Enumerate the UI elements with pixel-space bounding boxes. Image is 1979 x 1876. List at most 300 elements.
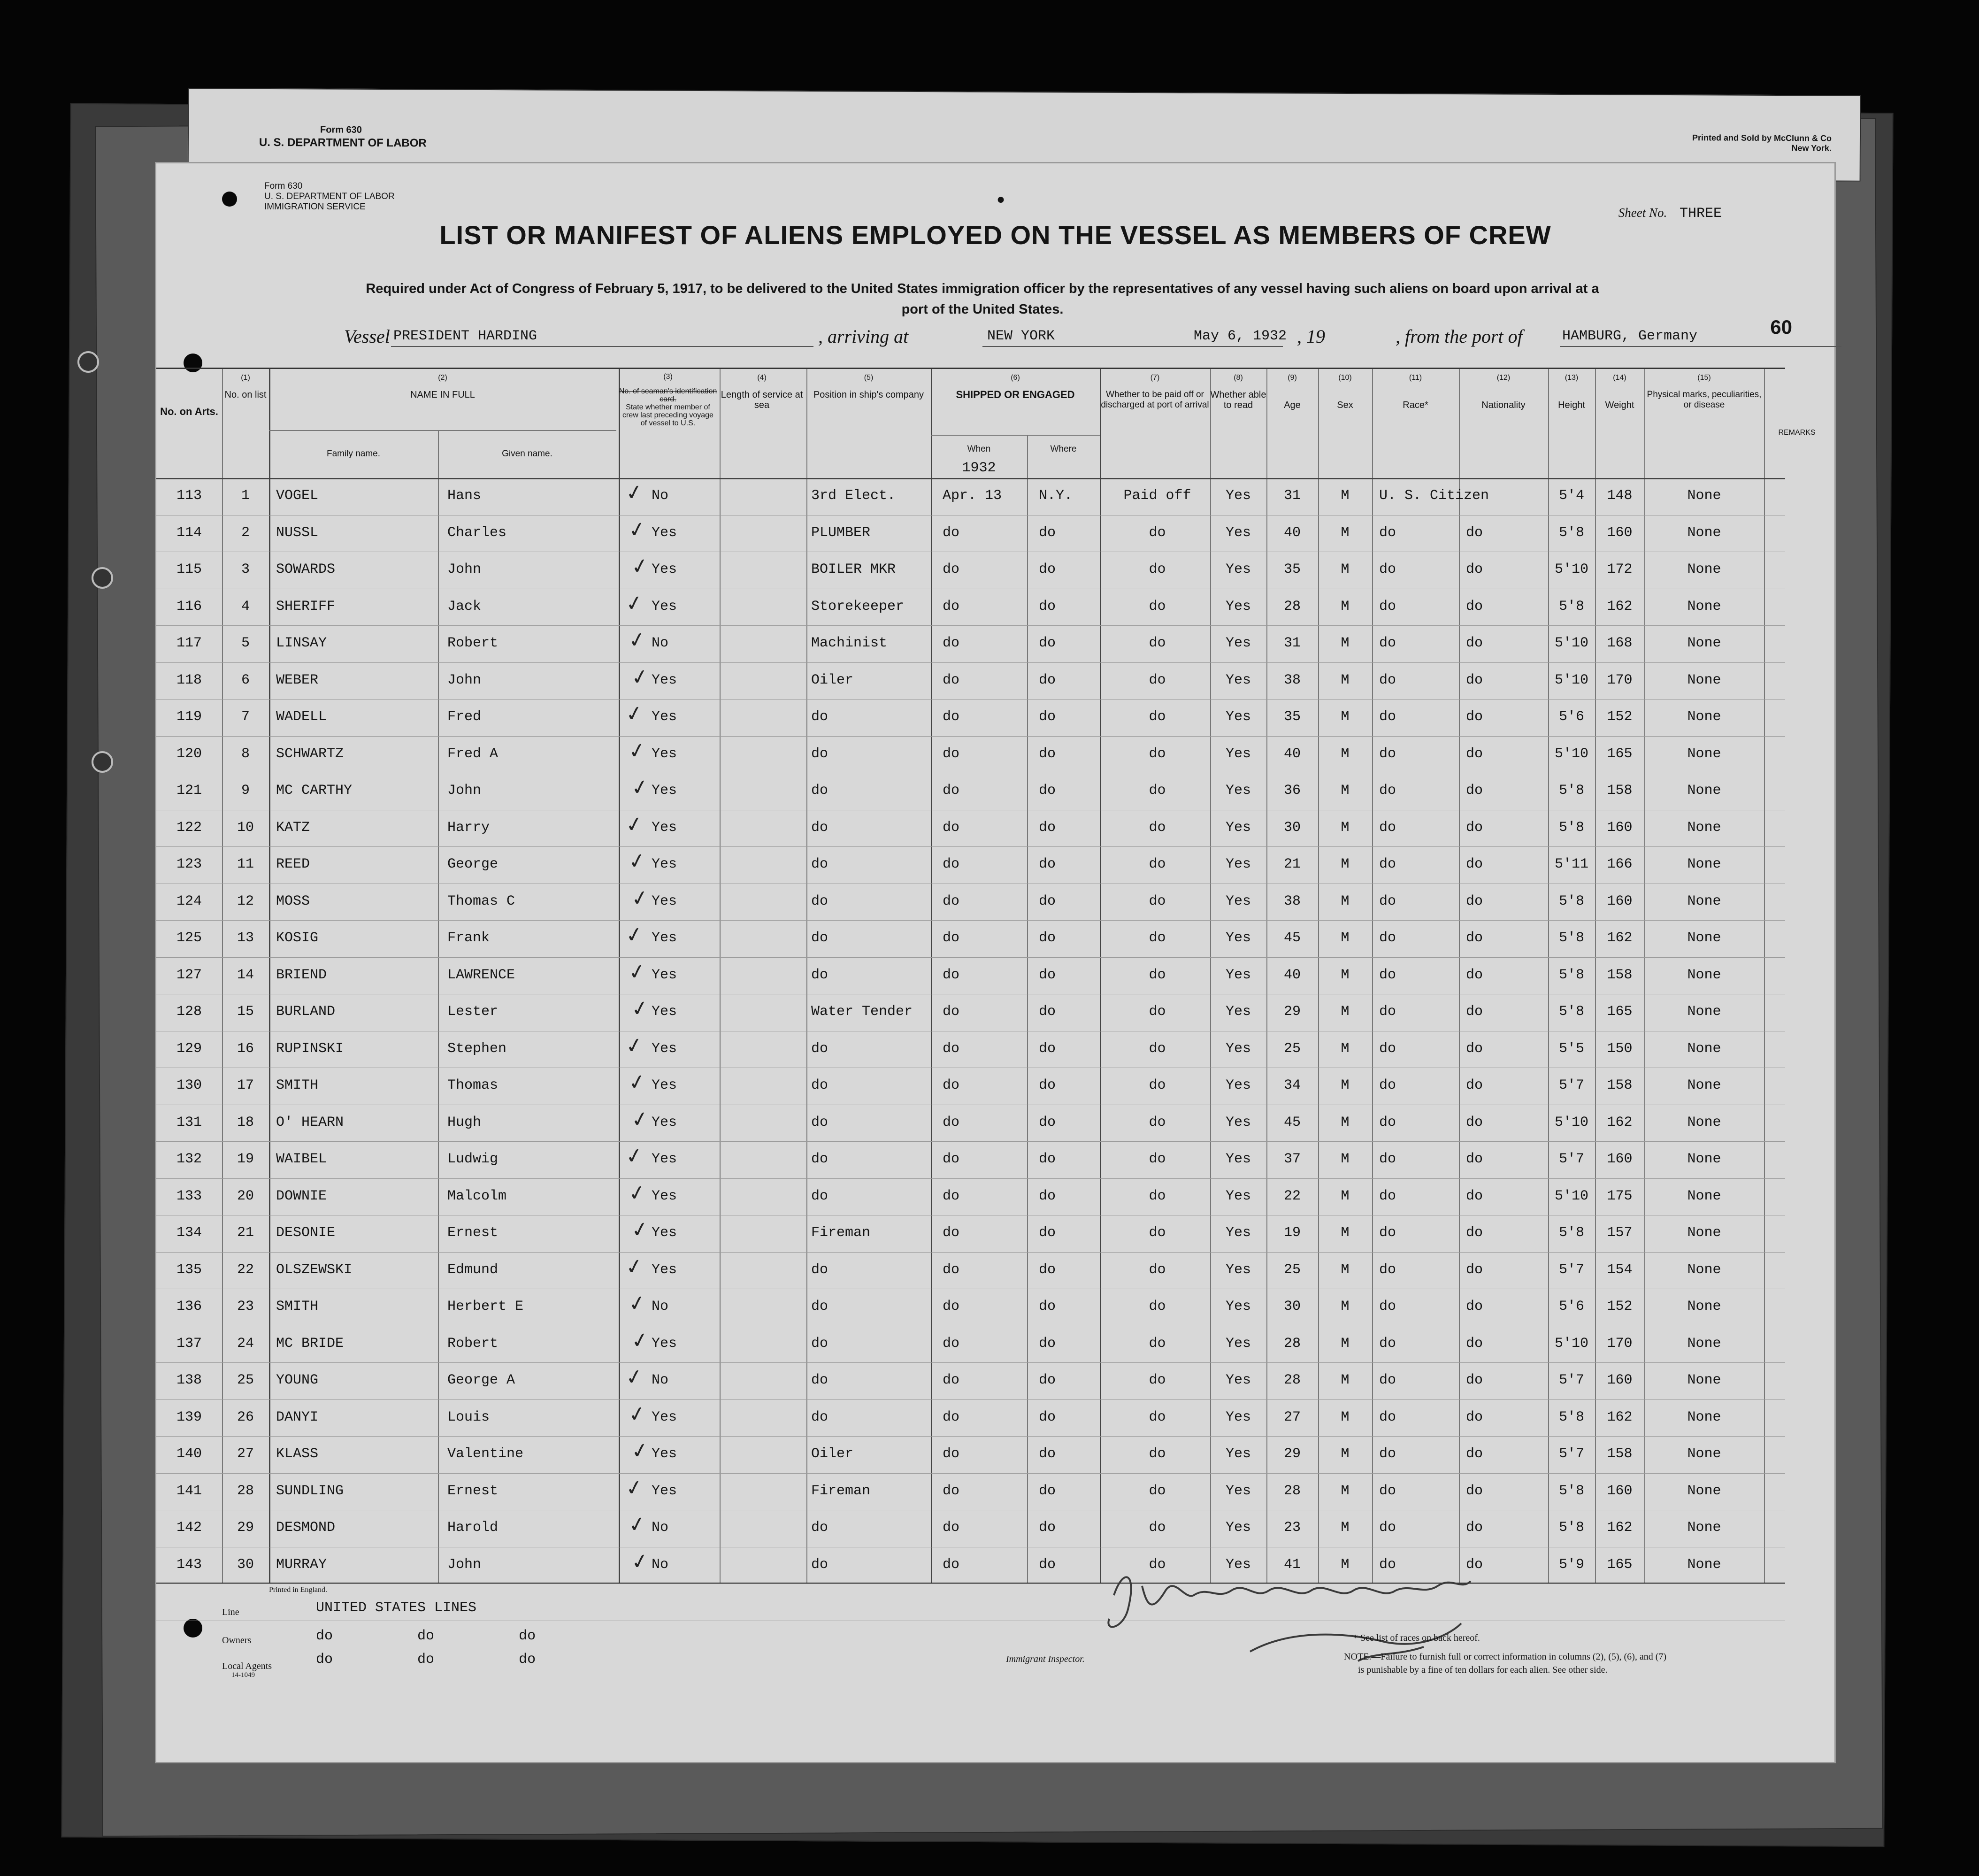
cell-given: Valentine: [447, 1446, 524, 1462]
cell-height: 5'8: [1558, 1225, 1584, 1241]
cell-when: do: [943, 893, 960, 909]
cell-race: do: [1379, 709, 1396, 725]
cell-when: do: [943, 524, 960, 541]
cell-paid: do: [1149, 819, 1166, 836]
cell-weight: 175: [1607, 1188, 1633, 1204]
cell-given: Fred A: [447, 746, 499, 762]
header-rule: [156, 478, 1785, 479]
cell-marks: None: [1687, 561, 1721, 577]
cell-nat: do: [1466, 709, 1483, 725]
header-paid-label: Whether to be paid off or discharged at port of arrival: [1101, 390, 1209, 410]
departure-port: HAMBURG, Germany: [1562, 328, 1698, 344]
cell-no: 7: [241, 709, 250, 725]
fine-note-2: is punishable by a fine of ten dollars for each alien. See other side.: [1358, 1665, 1608, 1675]
cell-no: 29: [237, 1520, 254, 1536]
cell-given: George A: [447, 1372, 515, 1388]
col-number: (7): [1150, 374, 1160, 382]
manifest-footer: [156, 1581, 1785, 1760]
cell-read: Yes: [1225, 1004, 1251, 1020]
cell-weight: 162: [1607, 930, 1633, 946]
cell-no: 11: [237, 856, 254, 872]
cell-position: do: [811, 893, 828, 909]
cell-marks: None: [1687, 1520, 1721, 1536]
cell-race: U. S. Citizen: [1379, 488, 1489, 504]
cell-where: do: [1039, 1114, 1056, 1130]
check-mark-icon: ✓: [623, 1253, 645, 1280]
printer-line-1: Printed and Sold by McClunn & Co: [1692, 133, 1832, 143]
cell-nat: do: [1466, 930, 1483, 946]
cell-nat: do: [1466, 561, 1483, 577]
cell-age: 37: [1283, 1151, 1301, 1167]
cell-marks: None: [1687, 1261, 1721, 1278]
check-mark-icon: ✓: [626, 516, 648, 543]
cell-read: Yes: [1225, 1372, 1251, 1388]
cell-nat: do: [1466, 1225, 1483, 1241]
cell-no: 17: [237, 1077, 254, 1093]
cell-nat: do: [1466, 967, 1483, 983]
check-mark-icon: ✓: [626, 848, 648, 875]
cell-prev: Yes: [652, 819, 677, 836]
check-mark-icon: ✓: [626, 627, 648, 654]
cell-height: 5'7: [1558, 1261, 1584, 1278]
cell-arts: 130: [176, 1077, 202, 1093]
cell-sex: M: [1341, 1188, 1350, 1204]
cell-nat: do: [1466, 1004, 1483, 1020]
cell-age: 35: [1283, 561, 1301, 577]
cell-age: 29: [1283, 1004, 1301, 1020]
cell-sex: M: [1341, 930, 1350, 946]
cell-age: 40: [1283, 746, 1301, 762]
cell-read: Yes: [1225, 819, 1251, 836]
cell-arts: 123: [176, 856, 202, 872]
cell-nat: do: [1466, 819, 1483, 836]
cell-no: 22: [237, 1261, 254, 1278]
cell-height: 5'10: [1554, 1114, 1588, 1130]
cell-arts: 135: [176, 1261, 202, 1278]
check-mark-icon: ✓: [626, 737, 648, 764]
cell-given: Malcolm: [447, 1188, 507, 1204]
cell-height: 5'10: [1554, 672, 1588, 688]
cell-race: do: [1379, 1483, 1396, 1499]
header-marks: [1644, 373, 1764, 410]
cell-race: do: [1379, 783, 1396, 799]
cell-race: do: [1379, 746, 1396, 762]
cell-position: Storekeeper: [811, 598, 905, 615]
cell-given: Lester: [447, 1004, 499, 1020]
cell-race: do: [1379, 1520, 1396, 1536]
cell-given: Thomas: [447, 1077, 499, 1093]
cell-marks: None: [1687, 672, 1721, 688]
cell-nat: do: [1466, 1520, 1483, 1536]
check-mark-icon: ✓: [623, 479, 645, 506]
cell-weight: 162: [1607, 598, 1633, 615]
cell-weight: 168: [1607, 635, 1633, 651]
cell-age: 36: [1283, 783, 1301, 799]
cell-family: WADELL: [276, 709, 327, 725]
cell-paid: do: [1149, 856, 1166, 872]
cell-weight: 160: [1607, 1151, 1633, 1167]
cell-height: 5'8: [1558, 893, 1584, 909]
row-divider: [156, 1473, 1785, 1474]
header-given: Given name.: [502, 449, 552, 459]
cell-given: Fred: [447, 709, 482, 725]
cell-paid: do: [1149, 1188, 1166, 1204]
col-number: (4): [757, 374, 767, 382]
cell-where: do: [1039, 1556, 1056, 1573]
cell-age: 28: [1283, 1372, 1301, 1388]
column-divider: [269, 369, 270, 1583]
cell-position: Oiler: [811, 672, 854, 688]
cell-height: 5'10: [1554, 1188, 1588, 1204]
cell-sex: M: [1341, 1556, 1350, 1573]
cell-weight: 158: [1607, 1446, 1633, 1462]
cell-prev: Yes: [652, 1188, 677, 1204]
cell-nat: do: [1466, 1261, 1483, 1278]
cell-arts: 115: [176, 561, 202, 577]
page-subtitle: Required under Act of Congress of February 5, 1917, to be delivered to the United States immigration officer by the representatives of any vessel having such aliens on board upon arrival at a port of the United States.: [366, 281, 1599, 317]
cell-race: do: [1379, 1335, 1396, 1352]
cell-family: NUSSL: [276, 524, 319, 541]
cell-when: do: [943, 1114, 960, 1130]
page-number: 60: [1770, 316, 1792, 338]
cell-arts: 114: [176, 524, 202, 541]
header-read-label: Whether able to read: [1210, 390, 1266, 410]
cell-prev: No: [652, 635, 669, 651]
cell-where: N.Y.: [1039, 488, 1073, 504]
cell-prev: Yes: [652, 1004, 677, 1020]
cell-weight: 158: [1607, 967, 1633, 983]
cell-paid: do: [1149, 1225, 1166, 1241]
header-length: [720, 373, 804, 410]
cell-age: 19: [1283, 1225, 1301, 1241]
cell-race: do: [1379, 967, 1396, 983]
cell-nat: do: [1466, 1114, 1483, 1130]
cell-given: Frank: [447, 930, 490, 946]
underline: [391, 346, 813, 347]
cell-position: do: [811, 856, 828, 872]
cell-paid: do: [1149, 893, 1166, 909]
check-mark-icon: ✓: [623, 811, 645, 838]
cell-family: SHERIFF: [276, 598, 336, 615]
cell-height: 5'8: [1558, 1483, 1584, 1499]
cell-read: Yes: [1225, 1556, 1251, 1573]
cell-paid: do: [1149, 1040, 1166, 1057]
sheet-number: [1618, 206, 1722, 222]
cell-given: Herbert E: [447, 1299, 524, 1315]
cell-paid: do: [1149, 561, 1166, 577]
line-value: UNITED STATES LINES: [316, 1600, 477, 1616]
cell-prev: Yes: [652, 930, 677, 946]
cell-marks: None: [1687, 1188, 1721, 1204]
cell-paid: do: [1149, 1409, 1166, 1425]
cell-arts: 120: [176, 746, 202, 762]
cell-read: Yes: [1225, 783, 1251, 799]
header-length-label: Length of service at sea: [721, 390, 803, 410]
row-divider: [156, 1141, 1785, 1142]
check-mark-icon: ✓: [629, 1438, 651, 1464]
cell-no: 8: [241, 746, 250, 762]
cell-family: DESONIE: [276, 1225, 336, 1241]
cell-nat: do: [1466, 1299, 1483, 1315]
owners-label: Owners: [222, 1635, 252, 1645]
cell-no: 18: [237, 1114, 254, 1130]
cell-no: 30: [237, 1556, 254, 1573]
cell-marks: None: [1687, 967, 1721, 983]
cell-marks: None: [1687, 1409, 1721, 1425]
cell-where: do: [1039, 1040, 1056, 1057]
cell-prev: Yes: [652, 1077, 677, 1093]
cell-sex: M: [1341, 488, 1350, 504]
cell-marks: None: [1687, 1151, 1721, 1167]
cell-sex: M: [1341, 1261, 1350, 1278]
cell-position: do: [811, 1556, 828, 1573]
cell-when: do: [943, 1446, 960, 1462]
cell-read: Yes: [1225, 709, 1251, 725]
header-acts: No. on Arts.: [160, 406, 218, 417]
cell-sex: M: [1341, 1004, 1350, 1020]
cell-prev: No: [652, 488, 669, 504]
cell-sex: M: [1341, 709, 1350, 725]
cell-given: Robert: [447, 1335, 499, 1352]
cell-position: do: [811, 1261, 828, 1278]
cell-race: do: [1379, 672, 1396, 688]
cell-family: BURLAND: [276, 1004, 336, 1020]
agents-code: 14-1049: [231, 1671, 255, 1679]
cell-family: SMITH: [276, 1077, 319, 1093]
cell-position: BOILER MKR: [811, 561, 896, 577]
cell-prev: No: [652, 1520, 669, 1536]
cell-weight: 152: [1607, 1299, 1633, 1315]
cell-paid: do: [1149, 1335, 1166, 1352]
cell-weight: 152: [1607, 709, 1633, 725]
row-divider: [156, 920, 1785, 921]
cell-family: YOUNG: [276, 1372, 319, 1388]
cell-weight: 162: [1607, 1409, 1633, 1425]
header-sex-label: Sex: [1337, 400, 1353, 410]
cell-given: George: [447, 856, 499, 872]
cell-position: Oiler: [811, 1446, 854, 1462]
vessel-name: PRESIDENT HARDING: [393, 328, 537, 344]
cell-position: do: [811, 1040, 828, 1057]
check-mark-icon: ✓: [629, 663, 651, 691]
cell-arts: 142: [176, 1520, 202, 1536]
cell-age: 38: [1283, 672, 1301, 688]
cell-age: 28: [1283, 598, 1301, 615]
name-sub-rule: [269, 430, 616, 431]
cell-read: Yes: [1225, 672, 1251, 688]
cell-family: DANYI: [276, 1409, 319, 1425]
column-divider: [720, 369, 721, 1583]
cell-race: do: [1379, 1261, 1396, 1278]
cell-arts: 129: [176, 1040, 202, 1057]
sheet-value: THREE: [1679, 206, 1722, 222]
cell-family: SMITH: [276, 1299, 319, 1315]
cell-no: 27: [237, 1446, 254, 1462]
cell-age: 25: [1283, 1040, 1301, 1057]
cell-family: BRIEND: [276, 967, 327, 983]
header-shipped-label: SHIPPED OR ENGAGED: [956, 389, 1075, 400]
cell-arts: 134: [176, 1225, 202, 1241]
cell-age: 40: [1283, 524, 1301, 541]
cell-family: DOWNIE: [276, 1188, 327, 1204]
cell-nat: do: [1466, 635, 1483, 651]
cell-paid: do: [1149, 1114, 1166, 1130]
cell-sex: M: [1341, 524, 1350, 541]
cell-race: do: [1379, 1556, 1396, 1573]
cell-nat: do: [1466, 1409, 1483, 1425]
cell-sex: M: [1341, 1520, 1350, 1536]
cell-sex: M: [1341, 598, 1350, 615]
col-number: (1): [241, 374, 250, 382]
cell-family: MURRAY: [276, 1556, 327, 1573]
column-divider: [806, 369, 807, 1583]
header-nationality: [1459, 373, 1548, 410]
cell-nat: do: [1466, 524, 1483, 541]
cell-race: do: [1379, 856, 1396, 872]
cell-height: 5'10: [1554, 561, 1588, 577]
cell-marks: None: [1687, 1077, 1721, 1093]
vessel-label: Vessel: [344, 326, 390, 347]
cell-race: do: [1379, 1372, 1396, 1388]
cell-nat: do: [1466, 783, 1483, 799]
cell-prev: Yes: [652, 672, 677, 688]
form-number: Form 630: [264, 181, 303, 191]
header-name-label: NAME IN FULL: [410, 390, 475, 400]
cell-age: 40: [1283, 967, 1301, 983]
cell-arts: 137: [176, 1335, 202, 1352]
cell-age: 34: [1283, 1077, 1301, 1093]
form-label: [264, 181, 395, 212]
row-divider: [156, 662, 1785, 663]
cell-read: Yes: [1225, 1225, 1251, 1241]
cell-sex: M: [1341, 893, 1350, 909]
row-divider: [156, 736, 1785, 737]
cell-nat: do: [1466, 1335, 1483, 1352]
cell-no: 9: [241, 783, 250, 799]
cell-nat: do: [1466, 856, 1483, 872]
when-year: 1932: [962, 460, 996, 476]
cell-marks: None: [1687, 1004, 1721, 1020]
cell-marks: None: [1687, 1040, 1721, 1057]
cell-prev: Yes: [652, 1040, 677, 1057]
cell-marks: None: [1687, 746, 1721, 762]
cell-where: do: [1039, 893, 1056, 909]
cell-paid: do: [1149, 1483, 1166, 1499]
cell-no: 15: [237, 1004, 254, 1020]
races-note: * See list of races on back hereof.: [1353, 1633, 1480, 1643]
back-sheet-form: Form 630: [320, 124, 362, 135]
cell-height: 5'8: [1558, 930, 1584, 946]
cell-marks: None: [1687, 783, 1721, 799]
cell-height: 5'8: [1558, 967, 1584, 983]
header-family: Family name.: [326, 449, 381, 459]
cell-nat: do: [1466, 746, 1483, 762]
col-number: (15): [1697, 374, 1711, 382]
cell-prev: Yes: [652, 783, 677, 799]
header-age: [1266, 373, 1318, 410]
cell-arts: 122: [176, 819, 202, 836]
cell-read: Yes: [1225, 1446, 1251, 1462]
cell-paid: do: [1149, 746, 1166, 762]
cell-sex: M: [1341, 819, 1350, 836]
cell-position: do: [811, 1335, 828, 1352]
cell-no: 4: [241, 598, 250, 615]
cell-paid: do: [1149, 1261, 1166, 1278]
owners-value: do do do: [316, 1628, 536, 1644]
cell-weight: 160: [1607, 1483, 1633, 1499]
line-label: Line: [222, 1607, 239, 1617]
cell-family: SCHWARTZ: [276, 746, 344, 762]
cell-height: 5'8: [1558, 524, 1584, 541]
check-mark-icon: ✓: [626, 958, 648, 985]
check-mark-icon: ✓: [623, 1364, 645, 1391]
header-list-no-label: No. on list: [224, 390, 267, 400]
row-divider: [156, 1399, 1785, 1400]
cell-sex: M: [1341, 672, 1350, 688]
underline: [982, 346, 1283, 347]
cell-sex: M: [1341, 1372, 1350, 1388]
cell-family: VOGEL: [276, 488, 319, 504]
cell-age: 45: [1283, 1114, 1301, 1130]
cell-when: do: [943, 1188, 960, 1204]
header-ident: [619, 373, 717, 427]
cell-height: 5'8: [1558, 1520, 1584, 1536]
cell-height: 5'8: [1558, 598, 1584, 615]
cell-no: 23: [237, 1299, 254, 1315]
cell-where: do: [1039, 1261, 1056, 1278]
cell-where: do: [1039, 783, 1056, 799]
cell-marks: None: [1687, 1372, 1721, 1388]
cell-read: Yes: [1225, 1520, 1251, 1536]
cell-sex: M: [1341, 1299, 1350, 1315]
cell-paid: do: [1149, 672, 1166, 688]
cell-marks: None: [1687, 1483, 1721, 1499]
cell-marks: None: [1687, 1335, 1721, 1352]
cell-read: Yes: [1225, 1299, 1251, 1315]
fine-note-1: NOTE.—Failure to furnish full or correct information in columns (2), (5), (6), and (7): [1344, 1652, 1667, 1662]
cell-arts: 124: [176, 893, 202, 909]
cell-prev: Yes: [652, 524, 677, 541]
header-race: [1372, 373, 1459, 410]
cell-where: do: [1039, 672, 1056, 688]
cell-nat: do: [1466, 1077, 1483, 1093]
cell-age: 31: [1283, 635, 1301, 651]
from-label: , from the port of: [1396, 326, 1523, 347]
form-service: IMMIGRATION SERVICE: [264, 202, 366, 212]
cell-weight: 158: [1607, 783, 1633, 799]
check-mark-icon: ✓: [623, 700, 645, 727]
cell-when: do: [943, 1372, 960, 1388]
form-department: U. S. DEPARTMENT OF LABOR: [264, 192, 395, 201]
cell-weight: 172: [1607, 561, 1633, 577]
row-divider: [156, 1362, 1785, 1363]
cell-paid: do: [1149, 1077, 1166, 1093]
agents-label: Local Agents: [222, 1661, 272, 1671]
cell-arts: 133: [176, 1188, 202, 1204]
underline: [1560, 346, 1841, 347]
cell-arts: 119: [176, 709, 202, 725]
check-mark-icon: ✓: [626, 1511, 648, 1538]
cell-given: LAWRENCE: [447, 967, 515, 983]
cell-when: do: [943, 598, 960, 615]
cell-height: 5'5: [1558, 1040, 1584, 1057]
cell-weight: 154: [1607, 1261, 1633, 1278]
cell-no: 28: [237, 1483, 254, 1499]
cell-prev: Yes: [652, 1446, 677, 1462]
row-divider: [156, 625, 1785, 626]
cell-race: do: [1379, 1188, 1396, 1204]
cell-sex: M: [1341, 1446, 1350, 1462]
